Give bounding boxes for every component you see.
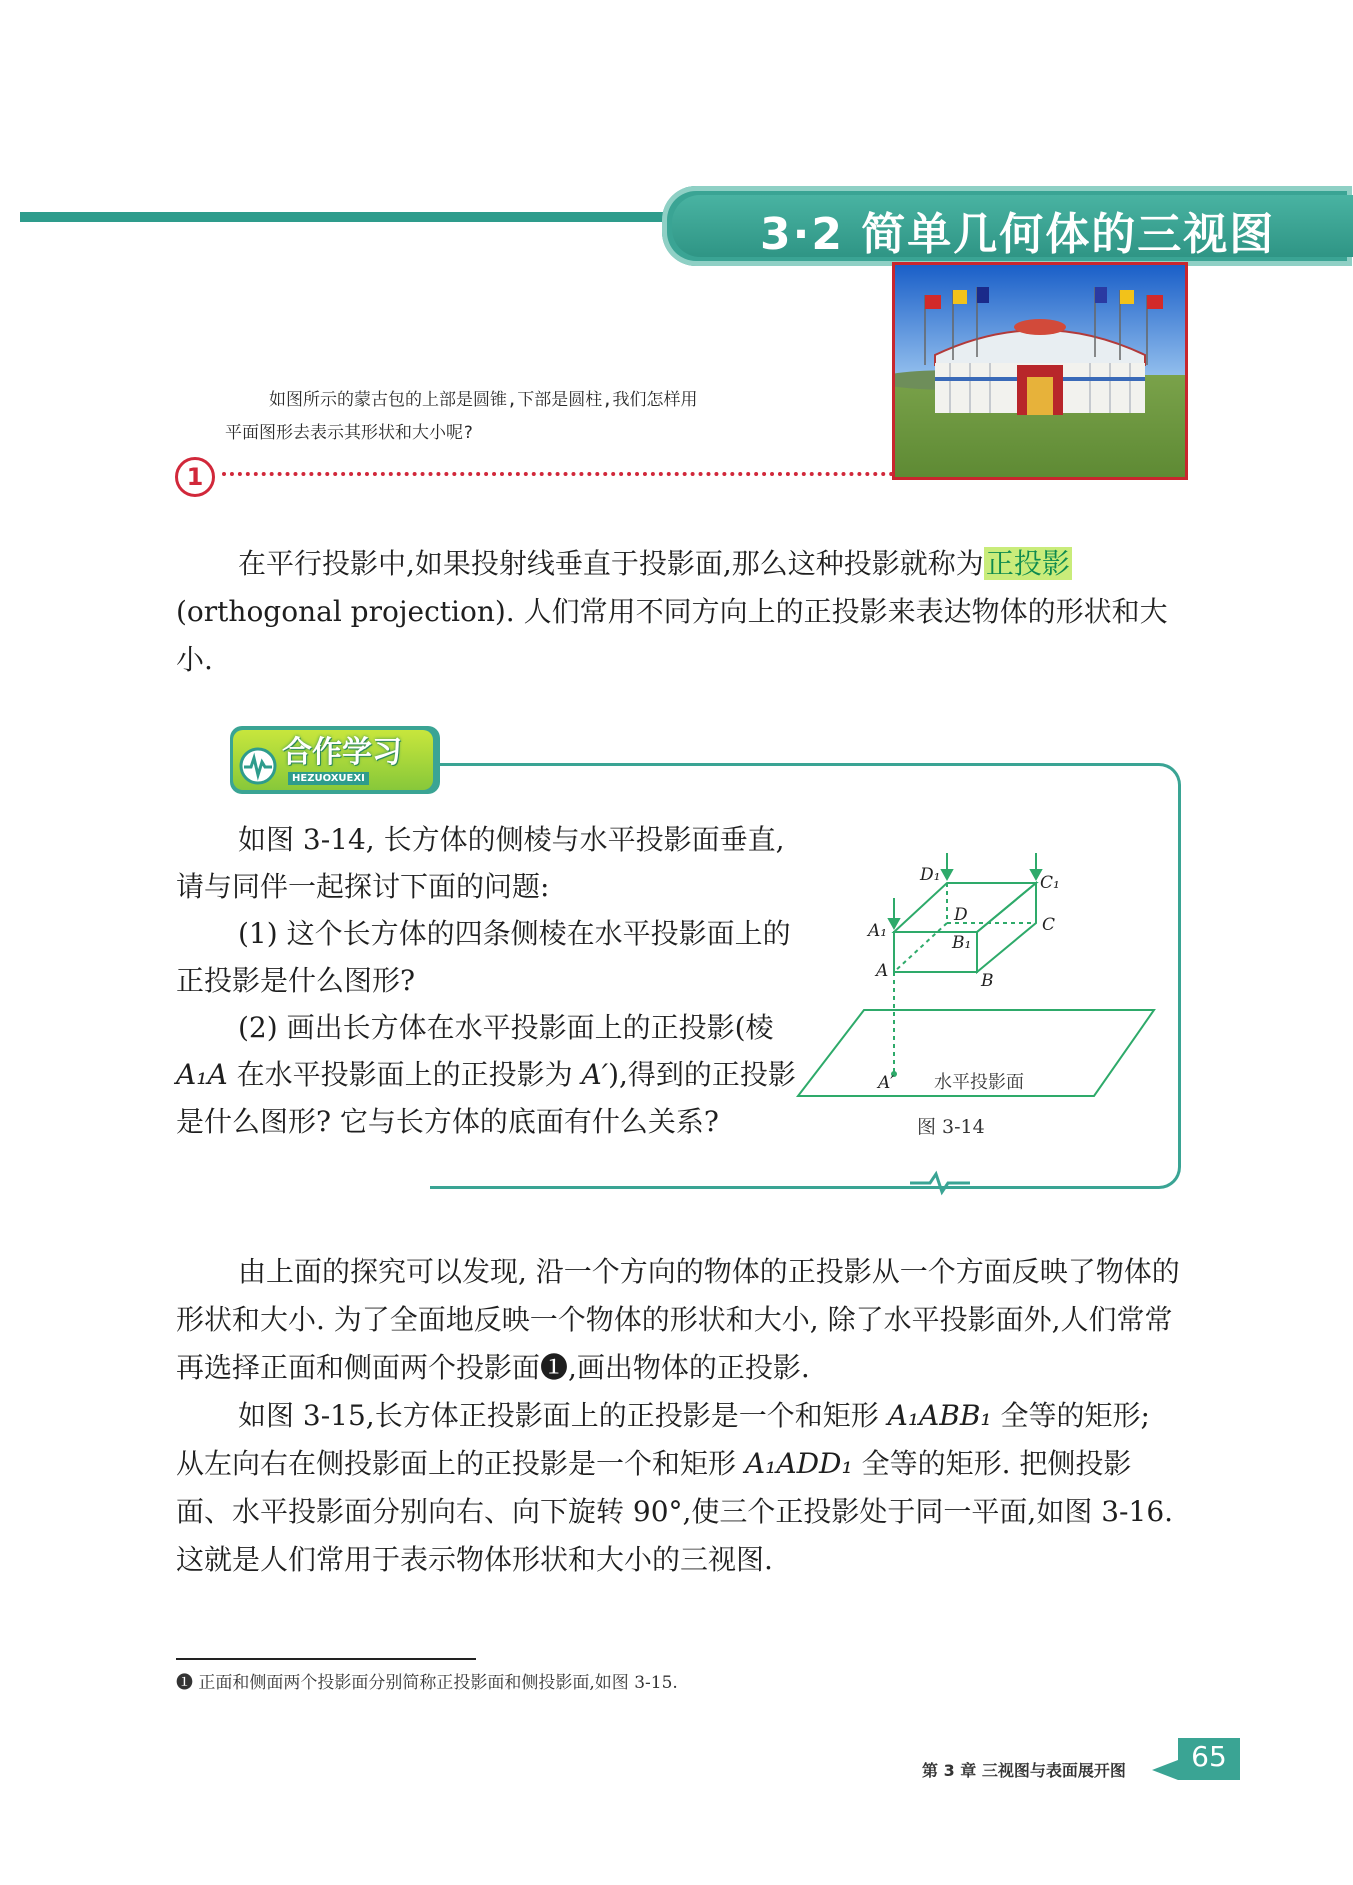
yurt-photo: [892, 262, 1188, 480]
page-tab-arrow: [1152, 1760, 1178, 1780]
header-rule: [20, 212, 680, 222]
coop-question-1: (1) 这个长方体的四条侧棱在水平投影面上的正投影是什么图形?: [176, 917, 791, 997]
footnote-rule: [176, 1658, 476, 1660]
coop-intro: 如图 3-14, 长方体的侧棱与水平投影面垂直,请与同伴一起探讨下面的问题:: [176, 823, 785, 903]
rect-label-2: A₁ADD₁: [744, 1447, 853, 1480]
label-A1: A₁: [868, 921, 888, 941]
label-A-prime: A′: [878, 1073, 895, 1093]
para3-part-b: 全等的矩形; 从左向右在侧投影面上的正投影是一个和矩形: [176, 1399, 1150, 1480]
para3-part-c: 全等的矩形. 把侧投影面、水平投影面分别向右、向下旋转 90°,使三个正投影处于同一平面,如图 3-16. 这就是人们常用于表示物体形状和大小的三视图.: [176, 1447, 1174, 1576]
label-A: A: [876, 961, 889, 981]
label-B1: B₁: [952, 933, 972, 953]
chapter-footer: 第 3 章 三视图与表面展开图: [922, 1761, 1126, 1780]
section-title: 3·2 简单几何体的三视图: [760, 209, 1276, 260]
dotted-divider: [222, 472, 894, 476]
coop-title: 合作学习: [282, 735, 402, 770]
paragraph-1: [176, 540, 1181, 684]
projection-label: A′: [581, 1058, 609, 1091]
intro-question: [225, 384, 865, 450]
para2-text: 由上面的探究可以发现, 沿一个方向的物体的正投影从一个方面反映了物体的形状和大小. 为了全面地反映一个物体的形状和大小, 除了水平投影面外,人们常常再选择正面和侧面两个投影面❶,画出物体的正投影.: [176, 1255, 1180, 1384]
para3-part-a: 如图 3-15,长方体正投影面上的正投影是一个和矩形: [238, 1399, 888, 1432]
squiggle-decoration: [910, 1170, 970, 1196]
q2-part-c: ),得到的正投影是什么图形? 它与长方体的底面有什么关系?: [176, 1058, 796, 1138]
intro-line-2: 平面图形去表示其形状和大小呢?: [225, 423, 474, 443]
label-C1: C₁: [1040, 873, 1060, 893]
label-B: B: [981, 971, 994, 991]
pulse-icon: [238, 746, 278, 786]
coop-questions: [176, 816, 796, 1145]
coop-question-2: [176, 1004, 796, 1145]
figure-caption: 图 3-14: [917, 1116, 985, 1138]
para1-text-before: 在平行投影中,如果投射线垂直于投影面,那么这种投影就称为: [238, 547, 984, 580]
para1-text-after: (orthogonal projection). 人们常用不同方向上的正投影来表达物体的形状和大小.: [176, 595, 1168, 676]
box-right: [977, 883, 1036, 972]
footnote: ❶ 正面和侧面两个投影面分别简称正投影面和侧投影面,如图 3-15.: [176, 1673, 678, 1693]
plane-label: 水平投影面: [934, 1072, 1024, 1093]
label-C: C: [1042, 915, 1056, 935]
label-D: D: [954, 905, 968, 925]
paragraph-3: [176, 1392, 1181, 1584]
number-badge: 1: [175, 457, 215, 497]
paragraph-2: [176, 1248, 1181, 1392]
q2-part-a: (2) 画出长方体在水平投影面上的正投影(棱: [238, 1011, 774, 1044]
page-number: 65: [1191, 1740, 1227, 1773]
rect-label-1: A₁ABB₁: [887, 1399, 992, 1432]
q2-part-b: 在水平投影面上的正投影为: [227, 1058, 582, 1091]
intro-line-1: 如图所示的蒙古包的上部是圆锥,下部是圆柱,我们怎样用: [269, 390, 698, 410]
coop-subtitle: HEZUOXUEXI: [288, 772, 369, 785]
figure-3-14: [784, 848, 1184, 1148]
edge-label: A₁A: [176, 1058, 228, 1091]
term-orthogonal-projection: 正投影: [985, 547, 1070, 580]
label-D1: D₁: [920, 865, 941, 885]
